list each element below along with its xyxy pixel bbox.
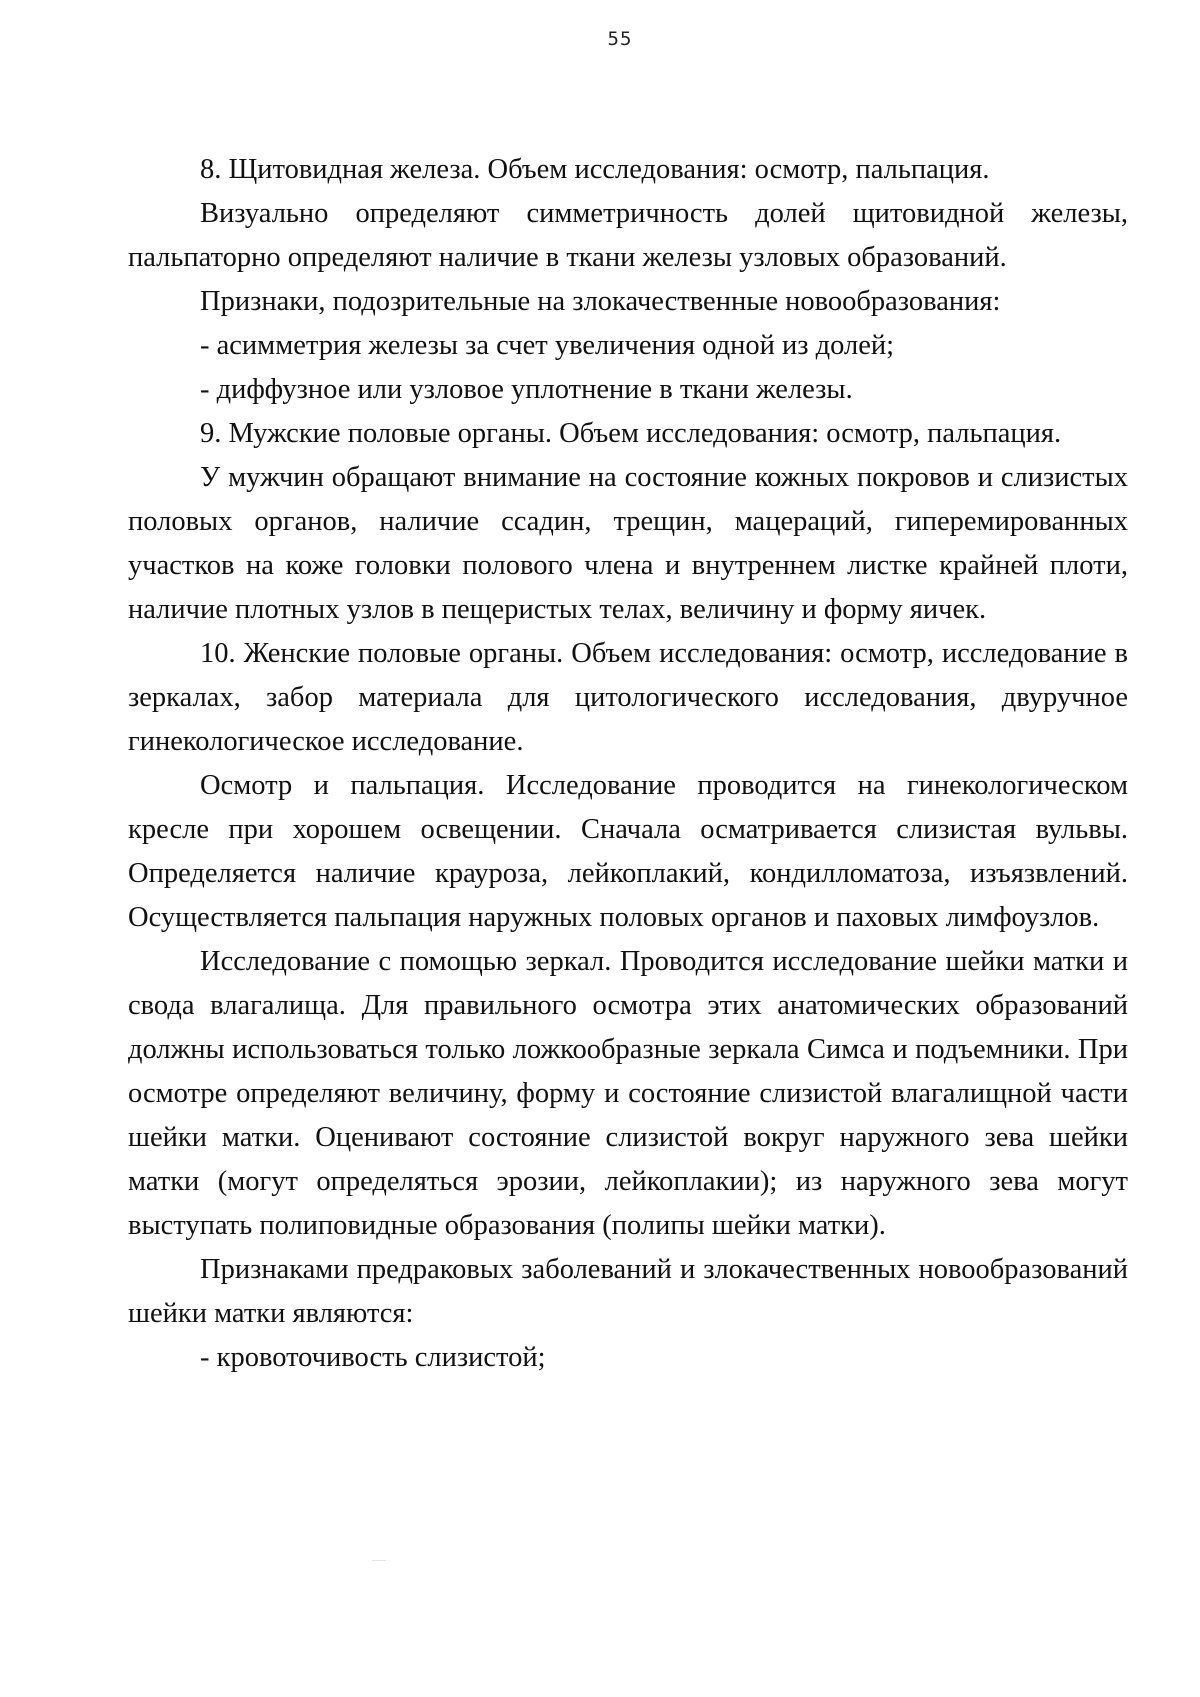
paragraph-precancer-signs: Признаками предраковых заболеваний и злокачественных новообразований шейки матки являются: [128,1254,1128,1329]
paragraph-thyroid-signs: Признаки, подозрительные на злокачественные новообразования: [200,286,1001,317]
paragraph-male-organs-heading: 9. Мужские половые органы. Объем исследования: осмотр, пальпация. [200,418,1062,449]
paragraph-inspection-palpation: Осмотр и пальпация. Исследование проводится на гинекологическом кресле при хорошем освещении. Сначала осматривается слизистая вульвы. Определяется наличие крауроза, лейкоплакий, кондилломатоза, изъязвлений. Осуществляется пальпация наружных половых органов и паховых лимфоузлов. [128,770,1128,933]
scan-artifact-line [372,1560,386,1561]
paragraph-thyroid-heading: 8. Щитовидная железа. Объем исследования: осмотр, пальпация. [200,154,990,185]
paragraph-thyroid-visual: Визуально определяют симметричность долей щитовидной железы, пальпаторно определяют наличие в ткани железы узловых образований. [128,198,1128,273]
paragraph-male-organs-exam: У мужчин обращают внимание на состояние кожных покровов и слизистых половых органов, наличие ссадин, трещин, мацераций, гиперемированных участков на коже головки полового члена и внутреннем листке крайней плоти, наличие плотных узлов в пещеристых телах, величину и форму яичек. [128,462,1128,625]
list-item-asymmetry: - асимметрия железы за счет увеличения одной из долей; [200,330,895,361]
list-item-bleeding: - кровоточивость слизистой; [200,1342,546,1373]
page-number: 55 [607,28,633,50]
document-body [128,148,1128,1380]
list-item-induration: - диффузное или узловое уплотнение в ткани железы. [200,374,853,405]
paragraph-speculum-exam: Исследование с помощью зеркал. Проводится исследование шейки матки и свода влагалища. Для правильного осмотра этих анатомических образований должны использоваться только ложкообразные зеркала Симса и подъемники. При осмотре определяют величину, форму и состояние слизистой влагалищной части шейки матки. Оценивают состояние слизистой вокруг наружного зева шейки матки (могут определяться эрозии, лейкоплакии); из наружного зева могут выступать полиповидные образования (полипы шейки матки). [128,946,1128,1241]
paragraph-female-organs-heading: 10. Женские половые органы. Объем исследования: осмотр, исследование в зеркалах, забор материала для цитологического исследования, двуручное гинекологическое исследование. [128,638,1128,757]
